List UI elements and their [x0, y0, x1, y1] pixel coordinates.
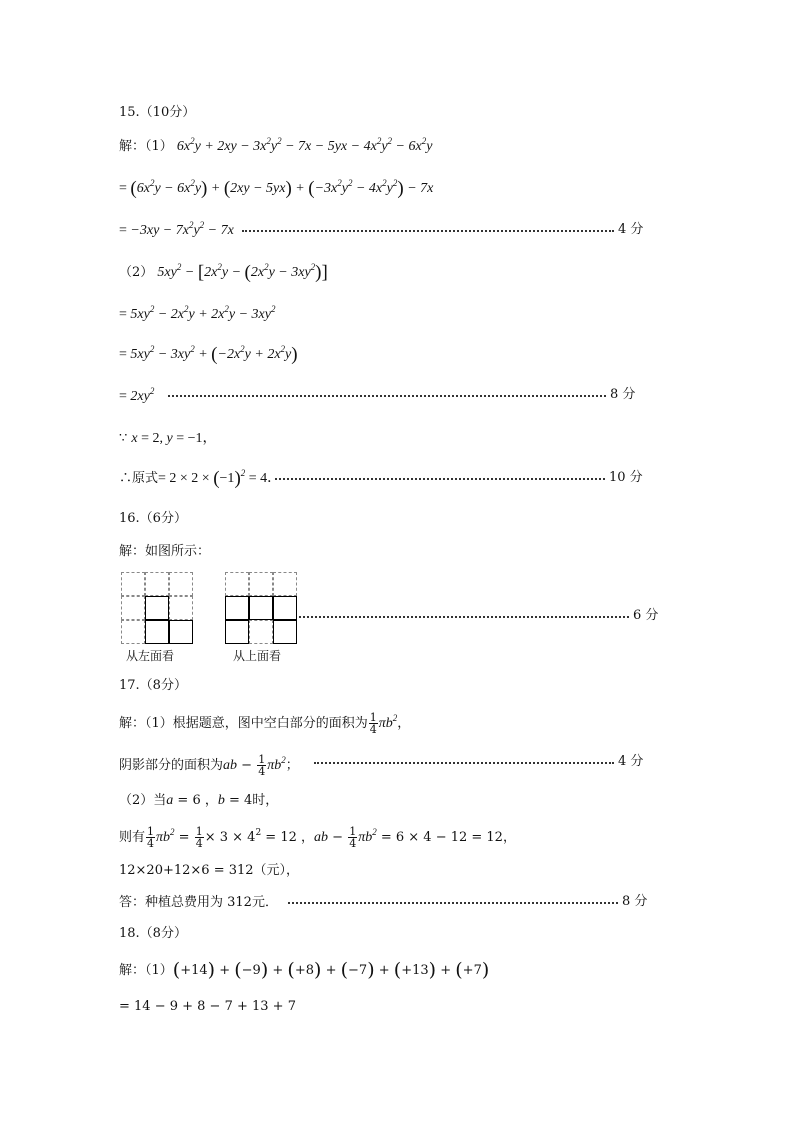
q17-leader-dots-2 [288, 902, 618, 904]
q15-score-4: 4 分 [618, 222, 644, 237]
q15-part1-label: 解：（1） [119, 139, 173, 154]
q15-leader-dots-3 [275, 478, 605, 480]
q15-score-8: 8 分 [610, 387, 636, 402]
q17-score-4: 4 分 [618, 754, 644, 769]
q17-line1: 解：（1）根据题意，图中空白部分的面积为 $\frac{1}{4}$ $\pi b^2$， [119, 711, 411, 736]
q15-step3: = $-3xy - 7x^2y^2 - 7x$ [119, 220, 234, 238]
q17-line6: 答：种植总费用为 312元． [119, 895, 278, 910]
q15-part2-label: （2） [119, 265, 154, 280]
q18-line2: = 14 − 9 + 8 − 7 + 13 + 7 [119, 999, 296, 1014]
q17-line5: 12×20+12×6 = 312（元）， [119, 863, 300, 878]
q15-step6: = $5xy^2 - 3xy^2 + (-2x^2y + 2x^2y)$ [119, 344, 298, 365]
q15-leader-dots-2 [168, 395, 606, 397]
q15-part2-line: （2） $5xy^2 - [2x^2y - (2x^2y - 3xy^2)]$ [119, 262, 328, 283]
q16-caption-top: 从上面看 [233, 649, 282, 663]
q16-heading: 16.（6分） [119, 511, 187, 526]
q17-line2-text: 阴影部分的面积为 [119, 758, 224, 773]
q18-line1: 解：（1）(+14) + (−9) + (+8) + (−7) + (+13) + (+7) [119, 959, 490, 981]
q17-leader-dots-1 [314, 762, 614, 764]
q15-leader-dots-1 [242, 230, 614, 232]
q15-orig-label: ∴原式 [119, 471, 159, 486]
q18-sol-label: 解：（1） [119, 963, 173, 978]
q15-step2: = $(6x^2y - 6x^2y) + (2xy - 5yx) + (-3x^2y^2 - 4x^2y^2) - 7x$ [119, 178, 434, 199]
q15-step7: = $2xy^2$ [119, 386, 155, 404]
q17-line3-mid: 时， [252, 793, 279, 808]
q16-solution: 解：如图所示： [119, 544, 211, 559]
q17-line1-text: 解：（1）根据题意，图中空白部分的面积为 [119, 716, 368, 731]
q15-condition: ∵ x = 2, y = −1， [119, 431, 217, 446]
q15-heading: 15.（10分） [119, 105, 196, 120]
q17-line4-text: 则有 [119, 830, 146, 845]
q15-expr1: $6x^2y + 2xy - 3x^2y^2 - 7x - 5yx - 4x^2y^2 - 6x^2y$ [176, 136, 433, 154]
q16-caption-left: 从左面看 [126, 649, 175, 663]
q17-line3-text: （2）当 [119, 793, 167, 808]
q15-score-10: 10 分 [609, 470, 643, 485]
q17-heading: 17.（8分） [119, 678, 187, 693]
q17-line2: 阴影部分的面积为ab − $\frac{1}{4}$ $\pi b^2$； [119, 753, 299, 778]
q17-line3: （2）当a = 6 ，b = 4时， [119, 793, 279, 808]
q16-score: 6 分 [633, 608, 659, 623]
q18-heading: 18.（8分） [119, 926, 187, 941]
q15-part1-line [119, 138, 432, 156]
q15-step5: = $5xy^2 - 2x^2y + 2x^2y - 3xy^2$ [119, 304, 276, 322]
q17-score-8: 8 分 [622, 894, 648, 909]
q17-line4: 则有 $\frac{1}{4}$ $\pi b^2$ = $\frac{1}{4}$ × $3 \times 4^2 = 12$ ，ab − $\frac{1}{4}$ $\pi b^2 = 6 \times 4 - 12 = 12$， [119, 825, 516, 850]
q16-leader-dots [299, 616, 629, 618]
q15-final: ∴原式= $2 \times 2 \times (-1)^2 = 4$． [119, 468, 282, 489]
